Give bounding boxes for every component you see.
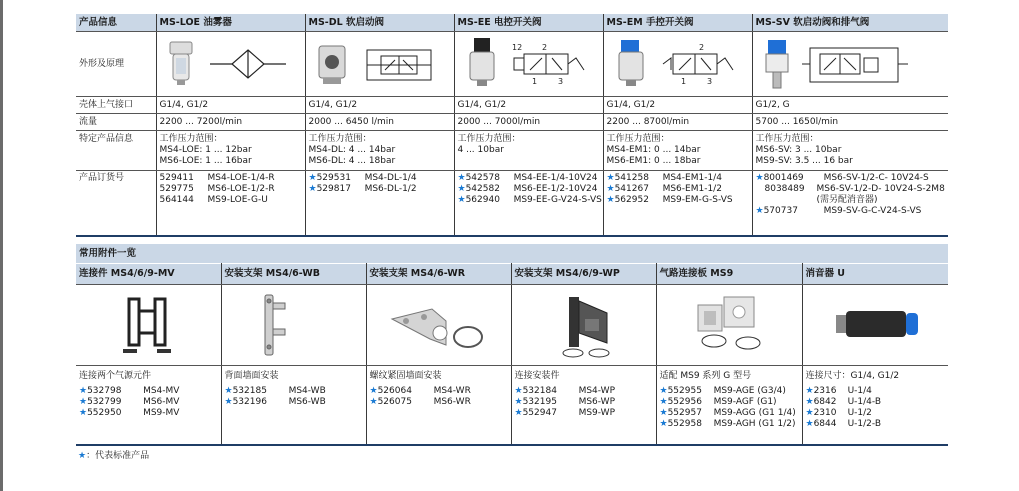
acc-order-list (221, 384, 366, 445)
acc-header-wb: 安装支架 MS4/6-WB (221, 264, 366, 285)
acc-code: 6844 (813, 419, 837, 429)
acc-model: U-1/4 (847, 386, 872, 396)
product-table (76, 14, 948, 237)
port-label: 壳体上气接口 (76, 97, 156, 114)
standard-star-icon: ★ (606, 184, 615, 194)
order-row (76, 171, 948, 237)
order-model: MS9-LOE-G-U (207, 195, 268, 205)
standard-star-icon: ★ (78, 451, 87, 461)
acc-code: 532195 (522, 397, 557, 407)
acc-code: 552958 (667, 419, 702, 429)
standard-star-icon: ★ (659, 386, 668, 396)
acc-order-item (79, 386, 221, 397)
order-code: 562952 (614, 195, 649, 205)
acc-model: MS6-WB (288, 397, 326, 407)
port-value: G1/4, G1/2 (305, 97, 454, 114)
standard-star-icon: ★ (224, 397, 233, 407)
order-label: 产品订货号 (76, 171, 156, 237)
acc-model: MS4-MV (143, 386, 180, 396)
special-info (752, 131, 948, 171)
acc-code: 532184 (522, 386, 557, 396)
flow-value: 2000 ... 7000l/min (454, 114, 603, 131)
special-line: MS6-LOE: 1 ... 16bar (159, 156, 252, 166)
connection-plate-image (698, 297, 760, 349)
acc-order-item (515, 386, 656, 397)
flow-label: 流量 (76, 114, 156, 131)
special-line: MS6-SV: 3 ... 10bar (755, 145, 842, 155)
standard-star-icon: ★ (308, 184, 317, 194)
standard-star-icon: ★ (805, 408, 814, 418)
standard-star-icon: ★ (659, 397, 668, 407)
port-label-1: 1 (531, 77, 537, 86)
acc-order-item (79, 397, 221, 408)
lubricator-photo (170, 42, 192, 85)
special-info (454, 131, 603, 171)
order-item (458, 195, 603, 206)
special-title: 工作压力范围： (308, 134, 372, 144)
header-label: 产品信息 (76, 14, 156, 32)
order-model: MS4-LOE-1/4-R (207, 173, 275, 183)
appearance-label: 外形及原理 (76, 32, 156, 97)
special-info (305, 131, 454, 171)
standard-star-icon: ★ (308, 173, 317, 183)
acc-code: 6842 (813, 397, 837, 407)
acc-code: 552950 (87, 408, 122, 418)
special-info (603, 131, 752, 171)
sv-symbol (802, 48, 908, 82)
order-item (607, 195, 752, 206)
acc-model: MS9-AGH (G1 1/2) (713, 419, 796, 429)
wall-bracket-wr-image (392, 309, 482, 347)
soft-start-valve-photo (319, 46, 345, 84)
order-item (458, 173, 603, 184)
acc-order-item (515, 397, 656, 408)
acc-order-item (806, 386, 949, 397)
left-edge-bar (0, 0, 3, 491)
order-model: MS6-EE-1/2-10V24 (513, 184, 598, 194)
standard-star-icon: ★ (755, 173, 764, 183)
port-label-3: 3 (706, 77, 712, 86)
standard-star-icon: ★ (457, 184, 466, 194)
acc-model: U-1/2 (847, 408, 872, 418)
acc-header-ms9-plate: 气路连接板 MS9 (656, 264, 802, 285)
acc-header-wr: 安装支架 MS4/6-WR (366, 264, 511, 285)
electric-valve-photo (470, 38, 494, 86)
acc-desc: 连接安装件 (511, 366, 656, 385)
order-item (607, 173, 752, 184)
order-code: 529817 (316, 184, 351, 194)
port-row (76, 97, 948, 114)
acc-code: 552947 (522, 408, 557, 418)
header-ms-ee: MS-EE 电控开关阀 (454, 14, 603, 32)
special-line: MS6-DL: 4 ... 18bar (308, 156, 396, 166)
order-model: MS6-SV-1/2-D- 10V24-S-2M8 (816, 184, 945, 194)
order-code: 542582 (465, 184, 500, 194)
order-item (607, 184, 752, 195)
special-line: MS9-SV: 3.5 ... 16 bar (755, 156, 853, 166)
standard-star-icon: ★ (79, 397, 88, 407)
manual-valve-photo (619, 40, 643, 86)
acc-code: 532799 (87, 397, 122, 407)
electric-valve-symbol (514, 54, 584, 74)
header-ms-sv: MS-SV 软启动阀和排气阀 (752, 14, 948, 32)
acc-order-item (79, 408, 221, 419)
special-label: 特定产品信息 (76, 131, 156, 171)
order-item (756, 173, 949, 184)
acc-order-item (515, 408, 656, 419)
manual-valve-symbol (663, 54, 733, 74)
order-model: (需另配消音器) (816, 195, 878, 205)
standard-star-icon: ★ (457, 195, 466, 205)
standard-product-note (78, 448, 149, 461)
special-line: MS6-EM1: 0 ... 18bar (606, 156, 701, 166)
acc-order-list (366, 384, 511, 445)
acc-code: 2316 (813, 386, 837, 396)
special-title: 工作压力范围： (159, 134, 223, 144)
order-list (305, 171, 454, 237)
acc-order-item (660, 408, 802, 419)
header-ms-dl: MS-DL 软启动阀 (305, 14, 454, 32)
wp-image (511, 285, 656, 366)
acc-header-silencer: 消音器 U (802, 264, 948, 285)
ms-loe-images (156, 32, 305, 97)
special-line: MS4-EM1: 0 ... 14bar (606, 145, 701, 155)
acc-order-list (802, 384, 948, 445)
acc-header-mv: 连接件 MS4/6/9-MV (76, 264, 221, 285)
standard-star-icon: ★ (805, 419, 814, 429)
acc-model: MS4-WP (578, 386, 615, 396)
order-item (309, 173, 454, 184)
acc-desc: 螺纹紧固墙面安装 (366, 366, 511, 385)
acc-model: MS4-WB (288, 386, 326, 396)
order-model: MS6-SV-1/2-C- 10V24-S (823, 173, 929, 183)
special-info (156, 131, 305, 171)
special-title: 工作压力范围： (457, 134, 521, 144)
acc-desc: 连接两个气源元件 (76, 366, 221, 385)
appearance-row (76, 32, 948, 97)
order-item (756, 195, 949, 206)
mounting-bracket-wp-image (563, 297, 609, 357)
acc-order-list (511, 384, 656, 445)
port-label-2: 2 (541, 43, 547, 52)
wb-image (221, 285, 366, 366)
port-value: G1/4, G1/2 (603, 97, 752, 114)
acc-model: MS9-AGF (G1) (713, 397, 777, 407)
standard-star-icon: ★ (224, 386, 233, 396)
order-item (458, 184, 603, 195)
order-list (454, 171, 603, 237)
order-item (160, 195, 305, 206)
acc-code: 526064 (377, 386, 412, 396)
port-label-3: 3 (557, 77, 563, 86)
header-ms-loe: MS-LOE 油雾器 (156, 14, 305, 32)
order-model: MS6-LOE-1/2-R (207, 184, 275, 194)
acc-order-item (225, 397, 366, 408)
port-label-12: 12 (511, 43, 522, 52)
order-list (603, 171, 752, 237)
accessories-order-row (76, 384, 948, 445)
acc-code: 552957 (667, 408, 702, 418)
acc-code: 532196 (232, 397, 267, 407)
order-list (156, 171, 305, 237)
acc-model: MS6-WR (433, 397, 471, 407)
acc-code: 532798 (87, 386, 122, 396)
order-code: 562940 (465, 195, 500, 205)
standard-star-icon: ★ (369, 386, 378, 396)
ms-ee-images (454, 32, 603, 97)
order-model: MS9-EM-G-S-VS (662, 195, 733, 205)
order-code: 529775 (159, 184, 194, 194)
standard-star-icon: ★ (514, 408, 523, 418)
accessories-image-row (76, 285, 948, 366)
order-code: 541267 (614, 184, 649, 194)
flow-row (76, 114, 948, 131)
silencer-icon (836, 311, 918, 337)
special-line: 4 ... 10bar (457, 145, 504, 155)
order-code: 570737 (763, 206, 798, 216)
standard-star-icon: ★ (79, 386, 88, 396)
acc-order-item (660, 386, 802, 397)
order-model: MS4-DL-1/4 (364, 173, 417, 183)
note-text: ：代表标准产品 (86, 451, 150, 461)
standard-star-icon: ★ (79, 408, 88, 418)
acc-model: MS6-WP (578, 397, 615, 407)
acc-model: MS4-WR (433, 386, 471, 396)
acc-model: MS9-AGG (G1 1/4) (713, 408, 796, 418)
acc-order-list (656, 384, 802, 445)
ms9-plate-image (656, 285, 802, 366)
order-code: 8001469 (763, 173, 804, 183)
acc-order-item (225, 386, 366, 397)
acc-model: U-1/2-B (847, 419, 881, 429)
port-value: G1/2, G (752, 97, 948, 114)
order-list (752, 171, 948, 237)
acc-order-item (660, 419, 802, 430)
acc-model: MS6-MV (143, 397, 180, 407)
special-line: MS4-DL: 4 ... 14bar (308, 145, 396, 155)
wr-image (366, 285, 511, 366)
order-model: MS6-EM1-1/2 (662, 184, 722, 194)
order-code: 8038489 (764, 184, 805, 194)
header-ms-em: MS-EM 手控开关阀 (603, 14, 752, 32)
order-code: 529531 (316, 173, 351, 183)
acc-desc: 连接尺寸：G1/4, G1/2 (805, 371, 900, 381)
acc-order-item (806, 408, 949, 419)
acc-code: 526075 (377, 397, 412, 407)
flow-value: 2200 ... 7200l/min (156, 114, 305, 131)
product-header-row (76, 14, 948, 32)
flow-value: 5700 ... 1650l/min (752, 114, 948, 131)
order-item (160, 184, 305, 195)
standard-star-icon: ★ (805, 386, 814, 396)
accessories-title: 常用附件一览 (76, 244, 948, 263)
acc-code: 552956 (667, 397, 702, 407)
order-model: MS9-SV-G-C-V24-S-VS (823, 206, 922, 216)
silencer-image (802, 285, 948, 366)
soft-start-symbol (367, 50, 431, 80)
order-item (309, 184, 454, 195)
acc-code: 2310 (813, 408, 837, 418)
order-code: 542578 (465, 173, 500, 183)
special-title: 工作压力范围： (606, 134, 670, 144)
standard-star-icon: ★ (659, 408, 668, 418)
order-model: MS4-EM1-1/4 (662, 173, 722, 183)
standard-star-icon: ★ (606, 195, 615, 205)
standard-star-icon: ★ (805, 397, 814, 407)
accessories-header-row (76, 264, 948, 285)
standard-star-icon: ★ (514, 386, 523, 396)
port-label-1: 1 (680, 77, 686, 86)
port-value: G1/4, G1/2 (156, 97, 305, 114)
standard-star-icon: ★ (369, 397, 378, 407)
order-model: MS6-DL-1/2 (364, 184, 417, 194)
acc-model: MS9-AGE (G3/4) (713, 386, 786, 396)
order-model: MS4-EE-1/4-10V24 (513, 173, 598, 183)
lubricator-symbol (210, 50, 286, 78)
standard-star-icon: ★ (606, 173, 615, 183)
standard-star-icon: ★ (514, 397, 523, 407)
standard-star-icon: ★ (457, 173, 466, 183)
order-item (756, 206, 949, 217)
acc-code: 532185 (232, 386, 267, 396)
standard-star-icon: ★ (755, 206, 764, 216)
ms-dl-images (305, 32, 454, 97)
acc-order-item (370, 386, 511, 397)
flow-value: 2000 ... 6450 l/min (305, 114, 454, 131)
order-code: 529411 (159, 173, 194, 183)
acc-header-wp: 安装支架 MS4/6/9-WP (511, 264, 656, 285)
acc-model: MS9-WP (578, 408, 615, 418)
acc-order-item (660, 397, 802, 408)
port-value: G1/4, G1/2 (454, 97, 603, 114)
special-line: MS4-LOE: 1 ... 12bar (159, 145, 252, 155)
ms-sv-images (752, 32, 948, 97)
special-info-row (76, 131, 948, 171)
accessories-table (76, 263, 948, 446)
flow-value: 2200 ... 8700l/min (603, 114, 752, 131)
acc-order-item (806, 419, 949, 430)
order-item (160, 173, 305, 184)
standard-star-icon: ★ (659, 419, 668, 429)
soft-start-exhaust-valve-photo (766, 40, 788, 88)
acc-desc: 适配 MS9 系列 G 型号 (656, 366, 802, 385)
wall-bracket-wb-image (265, 295, 285, 355)
acc-desc: 背面墙面安装 (221, 366, 366, 385)
port-label-2: 2 (698, 43, 704, 52)
order-item (756, 184, 949, 195)
order-code: 541258 (614, 173, 649, 183)
acc-model: MS9-MV (143, 408, 180, 418)
connector-image (129, 299, 165, 345)
accessories-desc-row (76, 366, 948, 385)
acc-order-list (76, 384, 221, 445)
special-title: 工作压力范围： (755, 134, 819, 144)
acc-order-item (806, 397, 949, 408)
order-code: 564144 (159, 195, 194, 205)
order-model: MS9-EE-G-V24-S-VS (513, 195, 602, 205)
acc-model: U-1/4-B (847, 397, 881, 407)
ms-em-images (603, 32, 752, 97)
acc-code: 552955 (667, 386, 702, 396)
mv-image (76, 285, 221, 366)
acc-order-item (370, 397, 511, 408)
